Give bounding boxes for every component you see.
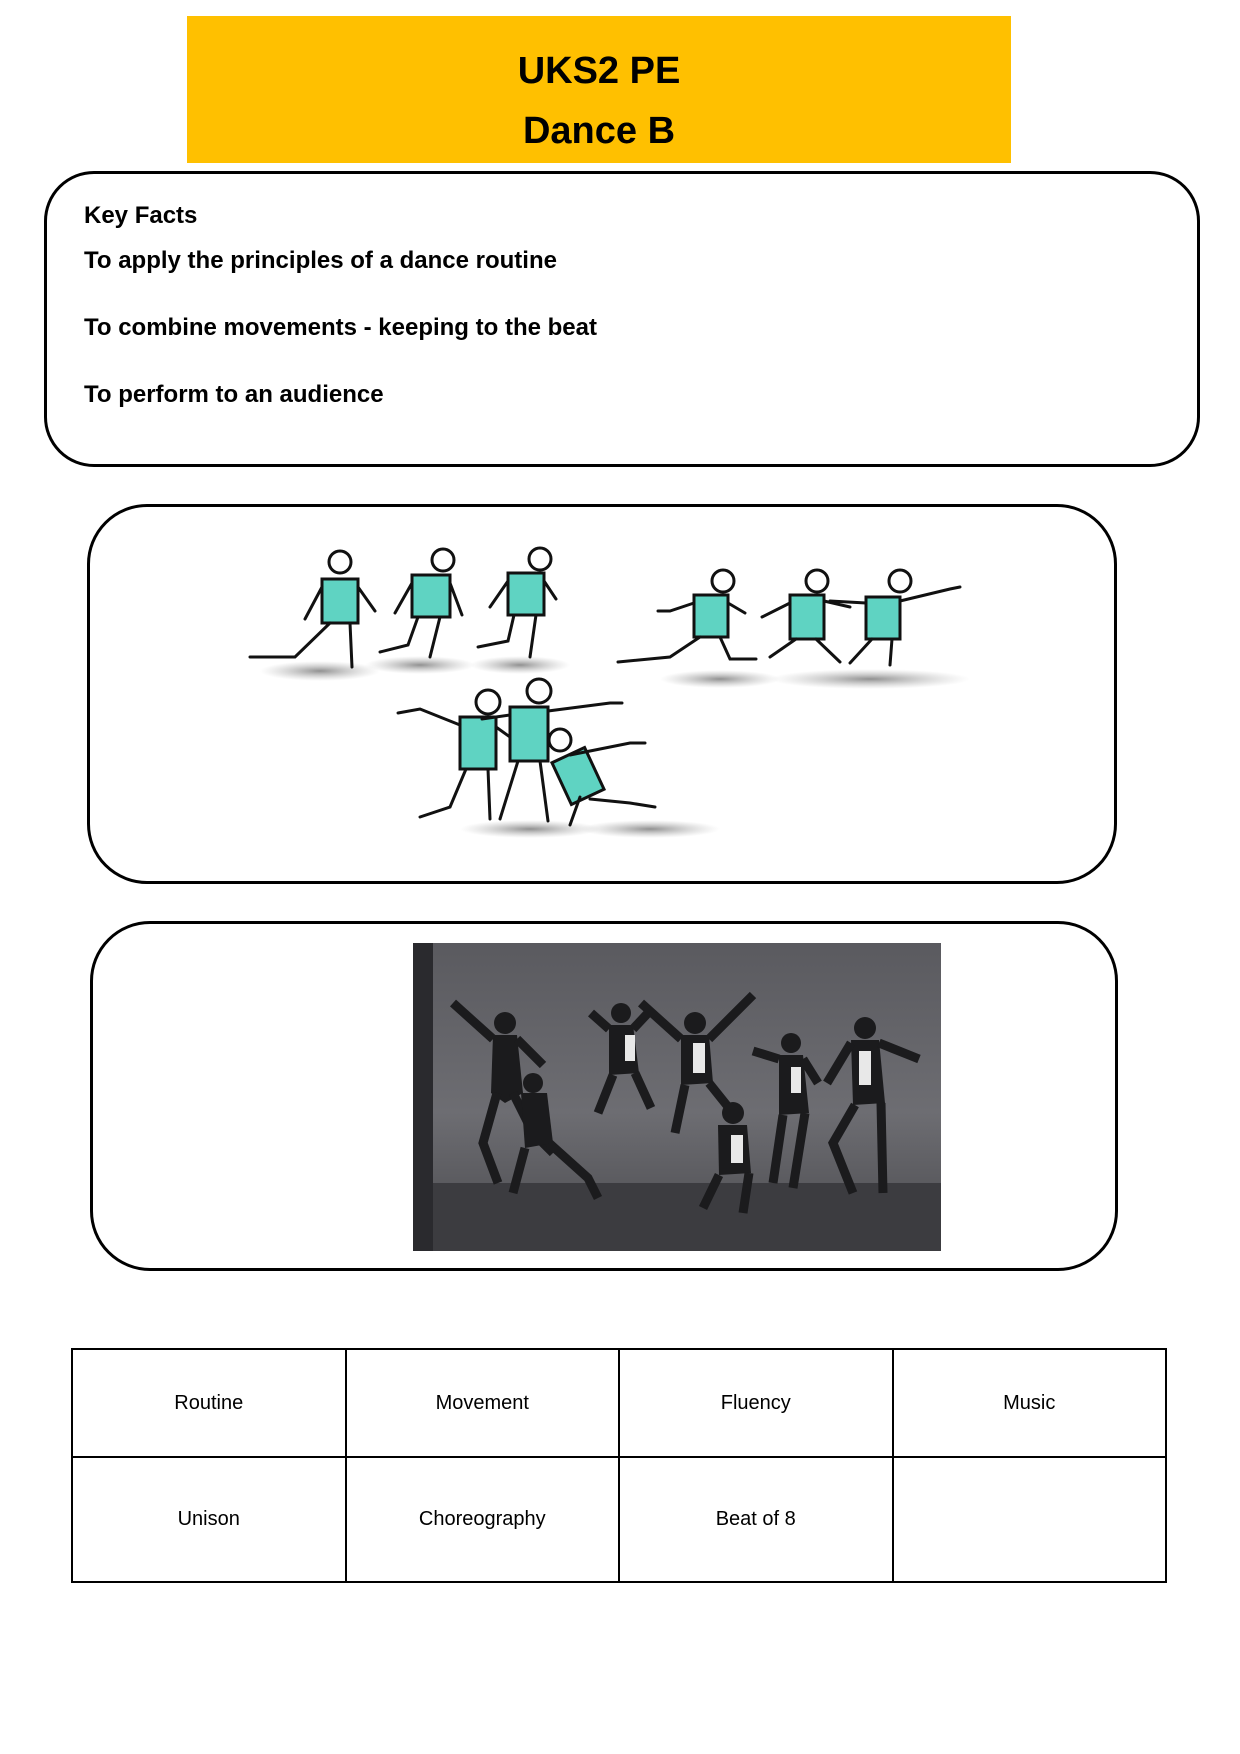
dancer-silhouette xyxy=(591,1003,651,1113)
dancer-figure xyxy=(398,690,510,819)
page-title: UKS2 PE xyxy=(517,50,681,92)
page-subtitle: Dance B xyxy=(522,110,676,152)
table-cell: Beat of 8 xyxy=(619,1457,893,1582)
table-cell: Routine xyxy=(72,1349,346,1457)
dance-photo-box xyxy=(90,921,1118,1271)
dancer-figure xyxy=(762,570,850,662)
dancer-silhouette xyxy=(827,1017,919,1193)
table-row xyxy=(72,1457,1166,1582)
dance-crew-photo xyxy=(413,943,941,1251)
dancer-silhouette xyxy=(513,1073,598,1198)
dancer-figure xyxy=(380,549,462,657)
dancer-figure xyxy=(830,570,960,665)
table-cell xyxy=(893,1457,1167,1582)
table-cell: Fluency xyxy=(619,1349,893,1457)
table-cell: Music xyxy=(893,1349,1167,1457)
dance-figures-illustration xyxy=(90,507,1114,881)
dancer-figure xyxy=(549,729,655,825)
dance-figures-box xyxy=(87,504,1117,884)
key-fact-item: To combine movements - keeping to the beat xyxy=(84,314,597,341)
table-cell: Movement xyxy=(346,1349,620,1457)
dancer-figure xyxy=(478,548,556,657)
table-row xyxy=(72,1349,1166,1457)
dancer-figure xyxy=(250,551,375,667)
dancer-figure xyxy=(618,570,756,662)
key-facts-heading: Key Facts xyxy=(84,202,198,229)
key-fact-item: To apply the principles of a dance routine xyxy=(84,247,557,274)
key-facts-box xyxy=(44,171,1200,467)
key-fact-item: To perform to an audience xyxy=(84,381,384,408)
table-cell: Unison xyxy=(72,1457,346,1582)
dancer-silhouette xyxy=(753,1033,818,1188)
table-cell: Choreography xyxy=(346,1457,620,1582)
vocabulary-table xyxy=(71,1348,1167,1583)
title-banner xyxy=(187,16,1011,163)
